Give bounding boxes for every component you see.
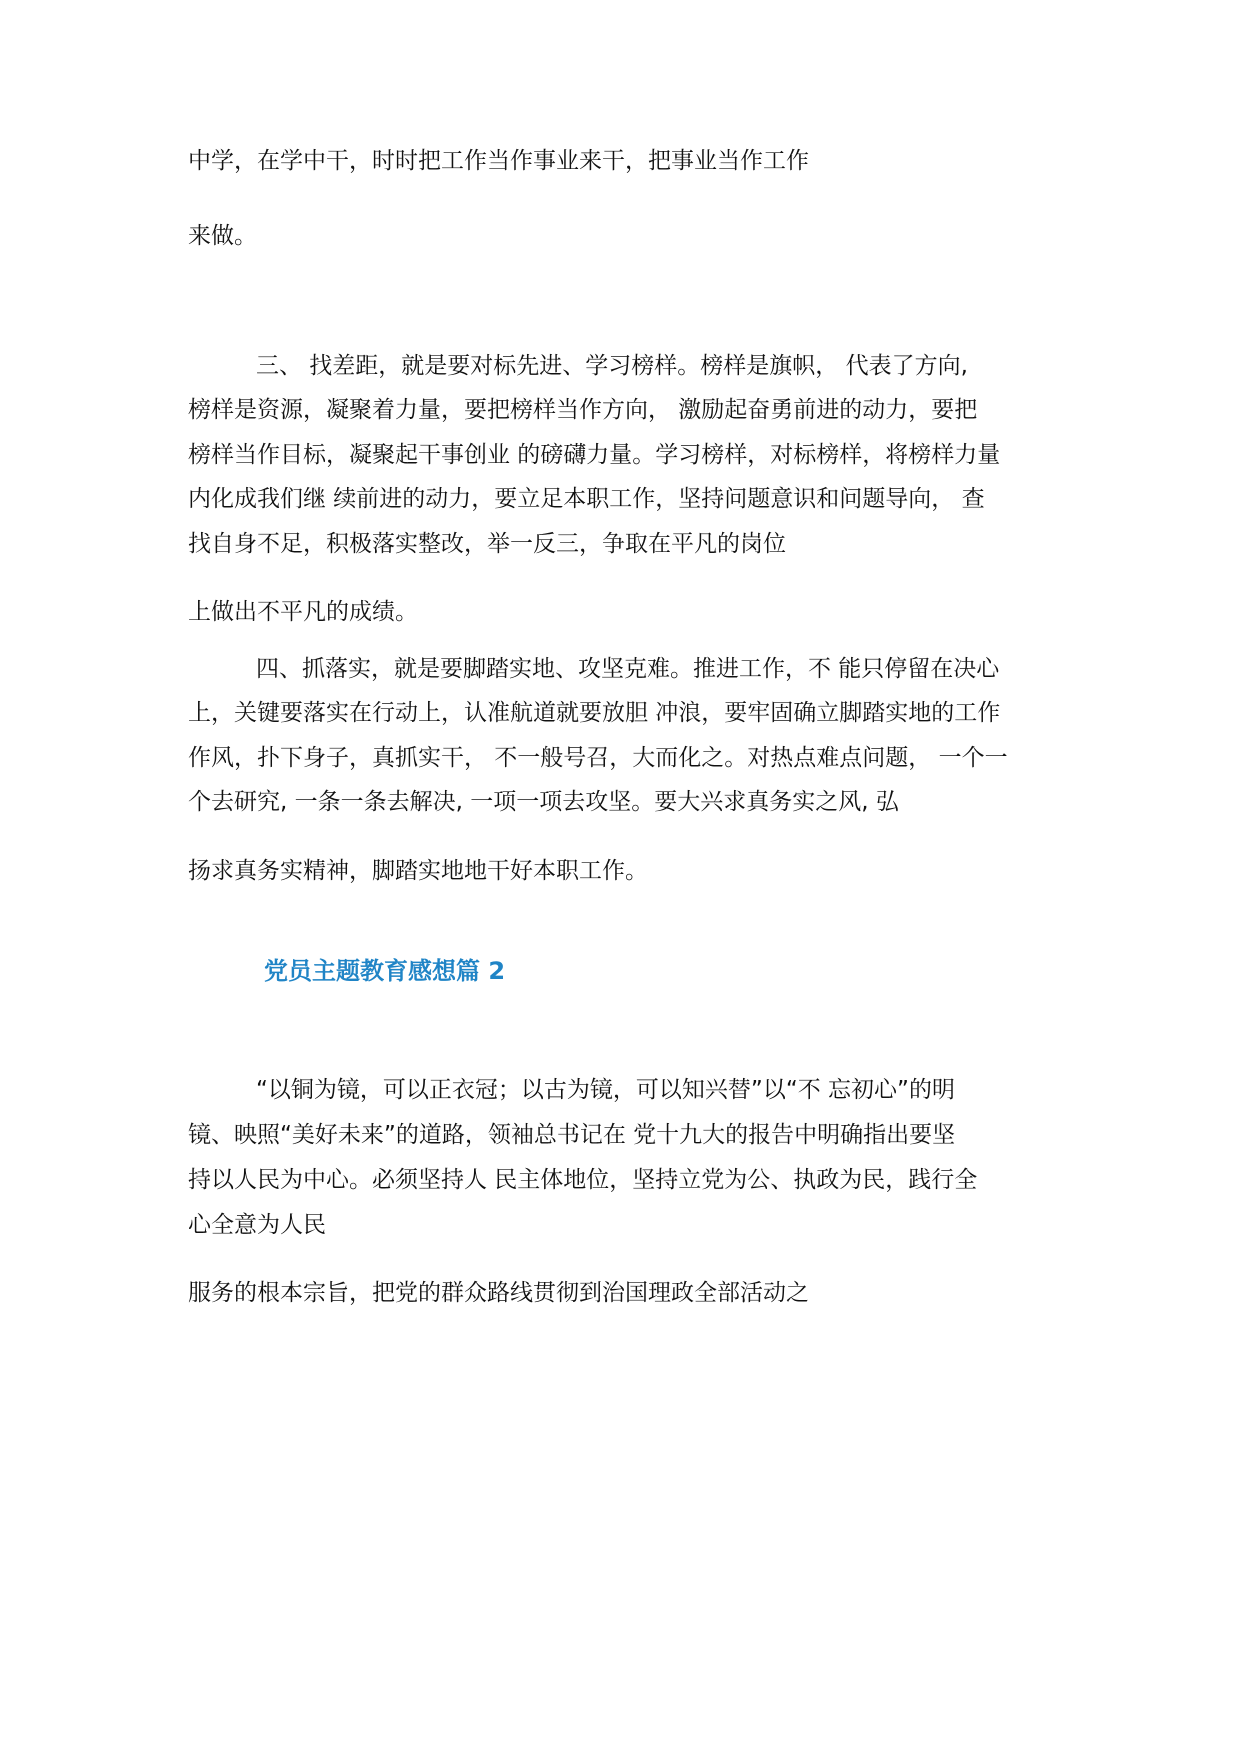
text-line: 个去研究, 一条一条去解决, 一项一项去攻坚。要大兴求真务实之风, 弘 bbox=[188, 789, 899, 815]
paragraph-4-line-1: 四、抓落实，就是要脚踏实地、攻坚克难。推进工作，不 能只停留在决心 bbox=[256, 656, 1000, 682]
text-line: 榜样当作目标，凝聚起干事创业 的磅礴力量。学习榜样，对标榜样，将榜样力量 bbox=[188, 442, 1001, 468]
text-line: 找自身不足，积极落实整改，举一反三，争取在平凡的岗位 bbox=[188, 531, 786, 557]
text-line: 内化成我们继 续前进的动力，要立足本职工作，坚持问题意识和问题导向， 查 bbox=[188, 486, 985, 512]
text-line: 扬求真务实精神，脚踏实地地干好本职工作。 bbox=[188, 858, 648, 884]
section-heading: 党员主题教育感想篇 2 bbox=[264, 957, 506, 985]
paragraph-3-line-1: 三、 找差距，就是要对标先进、学习榜样。榜样是旗帜， 代表了方向, bbox=[256, 353, 968, 379]
text-line: 中学，在学中干，时时把工作当作事业来干，把事业当作工作 bbox=[188, 148, 809, 174]
paragraph-5-line-1: “以铜为镜，可以正衣冠；以古为镜，可以知兴替”以“不 忘初心”的明 bbox=[256, 1077, 955, 1103]
text-line: 上，关键要落实在行动上，认准航道就要放胆 冲浪，要牢固确立脚踏实地的工作 bbox=[188, 700, 1001, 726]
text-line: 心全意为人民 bbox=[188, 1212, 326, 1238]
text-line: 上做出不平凡的成绩。 bbox=[188, 599, 418, 625]
text-line: 来做。 bbox=[188, 223, 257, 249]
text-line: 服务的根本宗旨，把党的群众路线贯彻到治国理政全部活动之 bbox=[188, 1280, 809, 1306]
text-line: 作风，扑下身子，真抓实干， 不一般号召，大而化之。对热点难点问题， 一个一 bbox=[188, 745, 1008, 771]
text-line: 持以人民为中心。必须坚持人 民主体地位，坚持立党为公、执政为民，践行全 bbox=[188, 1167, 978, 1193]
text-line: 榜样是资源，凝聚着力量，要把榜样当作方向， 激励起奋勇前进的动力，要把 bbox=[188, 397, 978, 423]
text-line: 镜、映照“美好未来”的道路，领袖总书记在 党十九大的报告中明确指出要坚 bbox=[188, 1122, 956, 1148]
